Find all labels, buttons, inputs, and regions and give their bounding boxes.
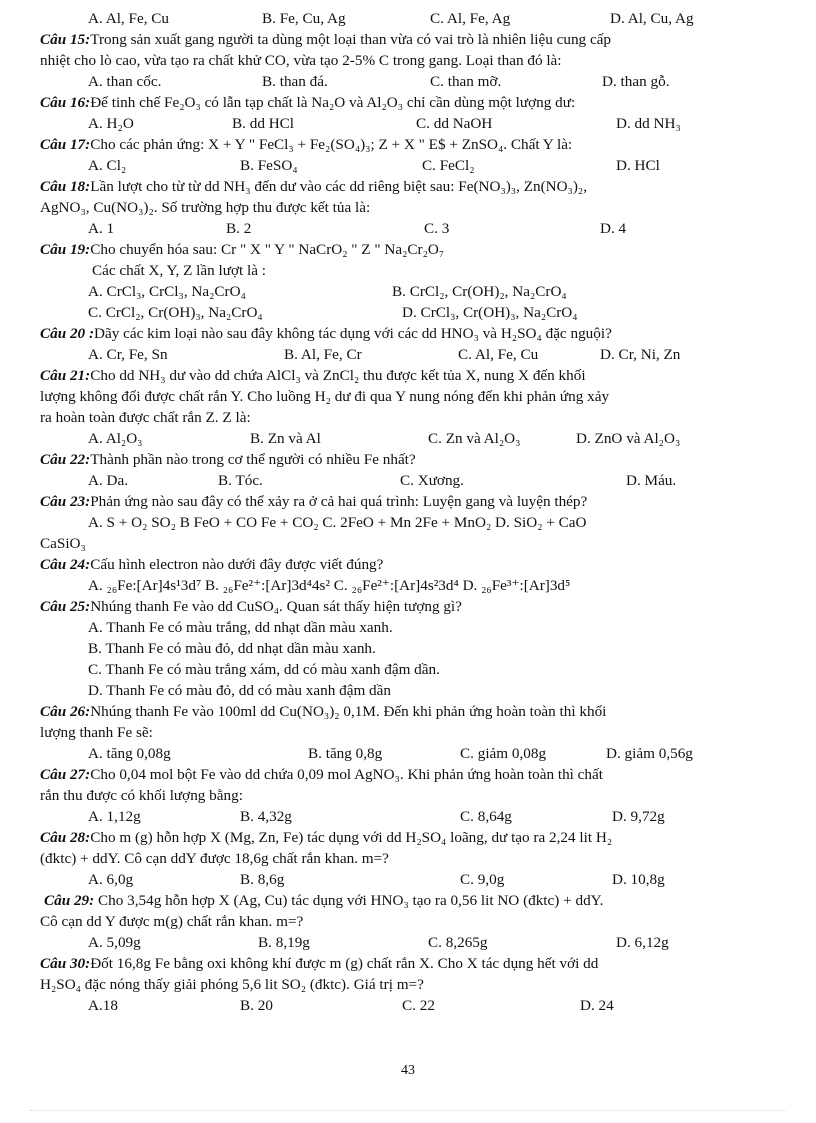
question-19 (40, 239, 780, 260)
question-text: Lần lượt cho từ từ dd NH₃ đến dư vào các dd riêng biệt sau: Fe(NO₃)₃, Zn(NO₃)₂, (90, 178, 588, 195)
question-25 (40, 596, 780, 617)
option-d: D. Thanh Fe có màu đỏ, dd có màu xanh đậm dần (88, 682, 391, 699)
question-text-line: AgNO₃, Cu(NO₃)₂. Số trường hợp thu được kết tủa là: (40, 199, 371, 216)
option-d: D. Máu. (626, 472, 677, 489)
option-c: C. Xương. (400, 472, 464, 489)
question-label: Câu 28: (40, 829, 91, 846)
option-a: A. 1,12g (88, 808, 141, 825)
option-b: B. 4,32g (240, 808, 292, 825)
option-a: A. 6,0g (88, 871, 134, 888)
option-b: B. Al, Fe, Cr (284, 346, 362, 363)
option-b: B. Zn và Al (250, 430, 321, 447)
question-label: Câu 20 : (40, 325, 95, 342)
option-c: C. Thanh Fe có màu trắng xám, dd có màu xanh đậm dần. (88, 661, 440, 678)
option-b: B. Tóc. (218, 472, 263, 489)
options-26 (40, 743, 780, 764)
option-c: C. giảm 0,08g (460, 745, 547, 762)
option-a: A. Da. (88, 472, 129, 489)
options-20 (40, 344, 780, 365)
options-19-cd (40, 302, 780, 323)
question-20 (40, 323, 780, 344)
option-c: C. CrCl₂, Cr(OH)₃, Na₂CrO₄ (88, 304, 263, 321)
question-text-line: nhiệt cho lò cao, vừa tạo ra chất khử CO, vừa tạo 2-5% C trong gang. Loại than đó là: (40, 52, 562, 69)
question-28 (40, 827, 780, 848)
option-d: D. giảm 0,56g (606, 745, 693, 762)
question-text: Đốt 16,8g Fe bằng oxi không khí được m (g) chất rắn X. Cho X tác dụng hết với dd (90, 955, 599, 972)
option-a: A. Cl₂ (88, 157, 127, 174)
page-number: 43 (401, 1063, 415, 1078)
option-c: C. than mỡ. (430, 73, 502, 90)
question-text-line: H₂SO₄ đặc nóng thấy giải phóng 5,6 lit SO₂ (đktc). Giá trị m=? (40, 976, 424, 993)
question-label: Câu 26: (40, 703, 91, 720)
option-d: D. 9,72g (612, 808, 665, 825)
option-a: A. 5,09g (88, 934, 141, 951)
question-text: Cho 0,04 mol bột Fe vào dd chứa 0,09 mol AgNO₃. Khi phản ứng hoàn toàn thì chất (90, 766, 603, 783)
question-text-line: Cô cạn dd Y được m(g) chất rắn khan. m=? (40, 913, 304, 930)
options-17 (40, 155, 780, 176)
option-a: A. 1 (88, 220, 115, 237)
options-30 (40, 995, 780, 1016)
question-22 (40, 449, 780, 470)
question-label: Câu 29: (44, 892, 95, 909)
options-28 (40, 869, 780, 890)
options-22 (40, 470, 780, 491)
question-17 (40, 134, 780, 155)
question-label: Câu 25: (40, 598, 91, 615)
question-26 (40, 701, 780, 722)
question-text: Thành phần nào trong cơ thể người có nhiều Fe nhất? (90, 451, 416, 468)
question-text: Trong sản xuất gang người ta dùng một loại than vừa có vai trò là nhiên liệu cung cấp (90, 31, 612, 48)
options-15 (40, 71, 780, 92)
option-c: C. 22 (402, 997, 435, 1014)
option-b: B. 8,6g (240, 871, 285, 888)
option-d: D. Al, Cu, Ag (610, 10, 694, 27)
question-text-line: lượng thanh Fe sẽ: (40, 724, 153, 741)
option-b: B. 2 (226, 220, 252, 237)
question-text: Cho 3,54g hỗn hợp X (Ag, Cu) tác dụng với HNO₃ tạo ra 0,56 lit NO (đktc) + ddY. (98, 892, 604, 909)
question-label: Câu 21: (40, 367, 91, 384)
question-label: Câu 24: (40, 556, 91, 573)
question-label: Câu 27: (40, 766, 91, 783)
option-d: D. HCl (616, 157, 660, 174)
question-text: Nhúng thanh Fe vào dd CuSO₄. Quan sát thấy hiện tượng gì? (90, 598, 462, 615)
prev-options (40, 8, 780, 29)
question-text-line: (đktc) + ddY. Cô cạn ddY được 18,6g chất rắn khan. m=? (40, 850, 389, 867)
options-24: A. ₂₆Fe:[Ar]4s¹3d⁷ B. ₂₆Fe²⁺:[Ar]3d⁴4s² C. ₂₆Fe²⁺:[Ar]4s²3d⁴ D. ₂₆Fe³⁺:[Ar]3d⁵ (88, 577, 571, 594)
option-d: D. than gỗ. (602, 73, 670, 90)
question-text: Cho dd NH₃ dư vào dd chứa AlCl₃ và ZnCl₂ thu được kết tủa X, nung X đến khối (90, 367, 586, 384)
option-c: C. Al, Fe, Cu (458, 346, 539, 363)
question-label: Câu 19: (40, 241, 91, 258)
options-19-ab (40, 281, 780, 302)
question-label: Câu 18: (40, 178, 91, 195)
question-text-line: ra hoàn toàn được chất rắn Z. Z là: (40, 409, 251, 426)
question-18 (40, 176, 780, 197)
question-29 (40, 890, 780, 911)
option-d: D. 6,12g (616, 934, 669, 951)
option-a: A.18 (88, 997, 118, 1014)
question-21 (40, 365, 780, 386)
question-label: Câu 30: (40, 955, 91, 972)
option-d: D. ZnO và Al₂O₃ (576, 430, 681, 447)
option-c: C. FeCl₂ (422, 157, 475, 174)
question-label: Câu 23: (40, 493, 91, 510)
option-a: A. Cr, Fe, Sn (88, 346, 168, 363)
option-b: B. 20 (240, 997, 273, 1014)
option-b: B. CrCl₂, Cr(OH)₂, Na₂CrO₄ (392, 283, 567, 300)
option-c: C. Al, Fe, Ag (430, 10, 511, 27)
question-text: Phản ứng nào sau đây có thể xảy ra ở cả hai quá trình: Luyện gang và luyện thép? (90, 493, 588, 510)
option-a: A. Al, Fe, Cu (88, 10, 170, 27)
option-a: A. than cốc. (88, 73, 162, 90)
question-16 (40, 92, 780, 113)
question-15 (40, 29, 780, 50)
question-label: Câu 16: (40, 94, 91, 111)
option-a: A. Thanh Fe có màu trắng, dd nhạt dần màu xanh. (88, 619, 393, 636)
option-b: B. Fe, Cu, Ag (262, 10, 346, 27)
option-d: D. 4 (600, 220, 627, 237)
option-a: A. CrCl₃, CrCl₃, Na₂CrO₄ (88, 283, 246, 300)
option-d: D. CrCl₃, Cr(OH)₃, Na₂CrO₄ (402, 304, 578, 321)
question-text: Cho chuyển hóa sau: Cr " X " Y " NaCrO₂ " Z " Na₂Cr₂O₇ (90, 241, 445, 258)
option-d: D. 10,8g (612, 871, 665, 888)
options-16 (40, 113, 780, 134)
question-text-line: rắn thu được có khối lượng bằng: (40, 787, 243, 804)
options-29 (40, 932, 780, 953)
option-c: C. dd NaOH (416, 115, 493, 132)
options-27 (40, 806, 780, 827)
option-b: B. FeSO₄ (240, 157, 298, 174)
question-30 (40, 953, 780, 974)
footer-divider (30, 1110, 786, 1111)
question-24 (40, 554, 780, 575)
options-23: A. S + O₂ SO₂ B FeO + CO Fe + CO₂ C. 2FeO + Mn 2Fe + MnO₂ D. SiO₂ + CaO (88, 514, 587, 531)
question-label: Câu 17: (40, 136, 91, 153)
option-d: D. Cr, Ni, Zn (600, 346, 681, 363)
options-23-tail: CaSiO₃ (40, 535, 86, 552)
question-text: Nhúng thanh Fe vào 100ml dd Cu(NO₃)₂ 0,1M. Đến khi phản ứng hoàn toàn thì khối (90, 703, 607, 720)
option-d: D. 24 (580, 997, 614, 1014)
option-b: B. dd HCl (232, 115, 295, 132)
quiz-page (40, 8, 780, 1016)
question-27 (40, 764, 780, 785)
option-b: B. 8,19g (258, 934, 310, 951)
question-text: Cấu hình electron nào dưới đây được viết đúng? (90, 556, 384, 573)
question-label: Câu 22: (40, 451, 91, 468)
option-c: C. 3 (424, 220, 450, 237)
option-c: C. 8,265g (428, 934, 488, 951)
question-23 (40, 491, 780, 512)
option-a: A. Al₂O₃ (88, 430, 143, 447)
question-text: Dãy các kim loại nào sau đây không tác dụng với các dd HNO₃ và H₂SO₄ đặc nguội? (94, 325, 612, 342)
option-d: D. dd NH₃ (616, 115, 681, 132)
option-b: B. than đá. (262, 73, 328, 90)
option-c: C. Zn và Al₂O₃ (428, 430, 521, 447)
option-c: C. 9,0g (460, 871, 505, 888)
options-21 (40, 428, 780, 449)
question-text: Cho các phản ứng: X + Y " FeCl₃ + Fe₂(SO₄)₃; Z + X " E$ + ZnSO₄. Chất Y là: (90, 136, 573, 153)
question-subtext: Các chất X, Y, Z lần lượt là : (92, 262, 267, 279)
option-b: B. tăng 0,8g (308, 745, 383, 762)
options-18 (40, 218, 780, 239)
question-label: Câu 15: (40, 31, 91, 48)
question-text: Cho m (g) hỗn hợp X (Mg, Zn, Fe) tác dụng với dd H₂SO₄ loãng, dư tạo ra 2,24 lit H₂ (90, 829, 613, 846)
question-text-line: lượng không đổi được chất rắn Y. Cho luồng H₂ dư đi qua Y nung nóng đến khi phản ứng xảy (40, 388, 610, 405)
option-c: C. 8,64g (460, 808, 512, 825)
option-a: A. H₂O (88, 115, 134, 132)
question-text: Để tinh chế Fe₂O₃ có lẫn tạp chất là Na₂O và Al₂O₃ chỉ cần dùng một lượng dư: (90, 94, 576, 111)
option-b: B. Thanh Fe có màu đỏ, dd nhạt dần màu xanh. (88, 640, 376, 657)
option-a: A. tăng 0,08g (88, 745, 171, 762)
